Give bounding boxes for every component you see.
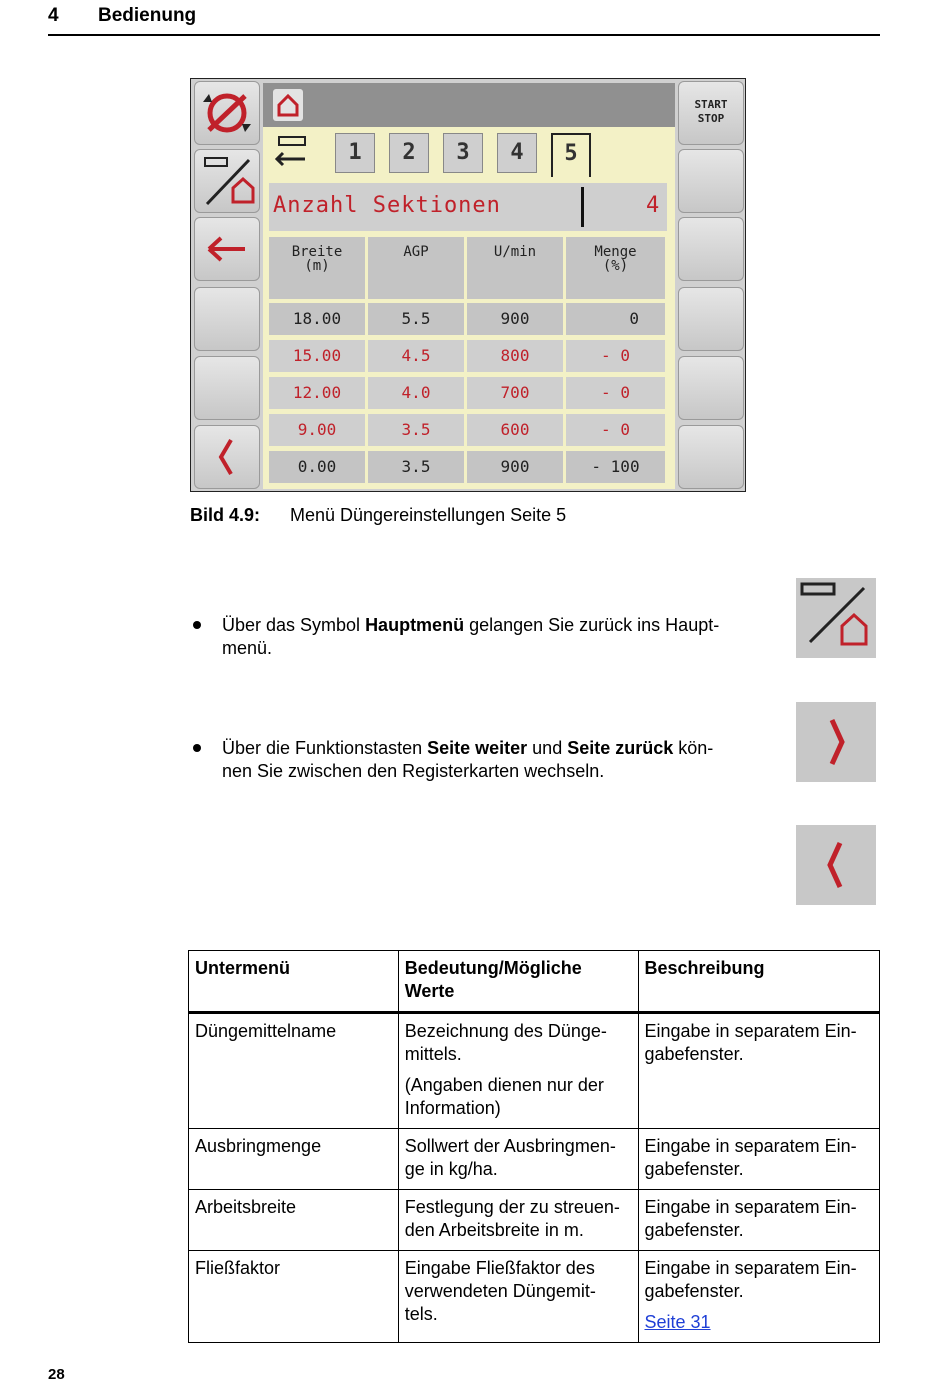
page-back-key[interactable]	[194, 425, 260, 489]
cell-description-text: Eingabe in separatem Ein- gabefenster.	[644, 1258, 857, 1301]
col-header-agp-line1: AGP	[403, 244, 429, 260]
submenu-table	[188, 950, 880, 1343]
row1-agp: 5.5	[368, 303, 464, 335]
page-back-icon	[796, 825, 876, 905]
cell-description	[638, 1251, 880, 1343]
cell-meaning-para: Bezeichnung des Dünge- mittels.	[404, 1021, 607, 1064]
bullet2-bold-term-1: Seite weiter	[427, 738, 528, 758]
spreader-settings-icon	[273, 133, 313, 173]
bullet-dot	[193, 744, 201, 752]
bullet1-text-b: gelangen Sie zurück ins Haupt-	[464, 615, 720, 635]
table-row	[189, 1129, 880, 1190]
figure-label: Bild 4.9:	[190, 505, 261, 525]
row5-umin: 900	[467, 451, 563, 483]
chapter-title: Bedienung	[98, 5, 197, 26]
row3-breite: 12.00	[269, 377, 365, 409]
cell-meaning: Sollwert der Ausbringmen- ge in kg/ha.	[398, 1129, 638, 1190]
sections-field-label: Anzahl Sektionen	[273, 193, 501, 218]
header-rule	[48, 34, 880, 36]
sections-field-value: 4	[646, 193, 660, 218]
row2-agp: 4.5	[368, 340, 464, 372]
cell-meaning: Festlegung der zu streuen- den Arbeitsbreite in m.	[398, 1190, 638, 1251]
cell-meaning	[398, 1013, 638, 1129]
function-key-right-6[interactable]	[678, 425, 744, 489]
back-key[interactable]	[194, 217, 260, 281]
chapter-number: 4	[48, 5, 59, 26]
page-back-icon	[195, 426, 259, 488]
page-back-key-illustration	[796, 825, 876, 905]
tab-5-active[interactable]: 5	[551, 133, 591, 177]
table-header-row	[189, 951, 880, 1013]
stop-label: STOP	[697, 112, 725, 125]
start-stop-key[interactable]	[678, 81, 744, 145]
main-menu-key-illustration	[796, 578, 876, 658]
function-key-right-2[interactable]	[678, 149, 744, 213]
row5-agp: 3.5	[368, 451, 464, 483]
cell-meaning: Eingabe Fließfaktor des verwendeten Düngemit- tels.	[398, 1251, 638, 1343]
col-header-umin	[467, 237, 563, 299]
disc-rotation-key[interactable]	[194, 81, 260, 145]
function-key-left-4[interactable]	[194, 287, 260, 351]
col-header-breite	[269, 237, 365, 299]
table-row	[189, 1013, 880, 1129]
col-header-umin-line1: U/min	[493, 244, 537, 260]
bullet-page-navigation	[222, 737, 762, 783]
page-number: 28	[48, 1366, 65, 1383]
terminal-screen-figure	[190, 78, 746, 492]
cell-submenu: Ausbringmenge	[189, 1129, 399, 1190]
disc-rotation-icon	[195, 82, 259, 144]
row1-breite: 18.00	[269, 303, 365, 335]
tab-3[interactable]: 3	[443, 133, 483, 173]
bullet2-text-b: und	[527, 738, 568, 758]
cell-description: Eingabe in separatem Ein- gabefenster.	[638, 1013, 880, 1129]
bullet-main-menu	[222, 614, 762, 660]
page-forward-icon	[796, 702, 876, 782]
row2-menge: - 0	[566, 340, 665, 372]
col-header-menge-line1: Menge	[594, 244, 637, 260]
row4-umin: 600	[467, 414, 563, 446]
cell-submenu: Düngemittelname	[189, 1013, 399, 1129]
bullet1-text-a: Über das Symbol	[222, 615, 366, 635]
col-header-breite-line2: (m)	[304, 258, 330, 274]
col-header-untermenue: Untermenü	[189, 951, 399, 1013]
bullet1-text-c: menü.	[222, 638, 273, 658]
tab-1[interactable]: 1	[335, 133, 375, 173]
bullet-dot	[193, 621, 201, 629]
field-separator	[581, 187, 584, 227]
row4-agp: 3.5	[368, 414, 464, 446]
tab-4[interactable]: 4	[497, 133, 537, 173]
row1-umin: 900	[467, 303, 563, 335]
cell-submenu: Fließfaktor	[189, 1251, 399, 1343]
screen-top-bar	[263, 83, 675, 127]
main-menu-icon	[195, 150, 259, 212]
table-row	[189, 1190, 880, 1251]
row4-menge: - 0	[566, 414, 665, 446]
bullet2-bold-term-2: Seite zurück	[567, 738, 674, 758]
function-key-right-5[interactable]	[678, 356, 744, 420]
table-row	[189, 1251, 880, 1343]
row3-umin: 700	[467, 377, 563, 409]
row5-breite: 0.00	[269, 451, 365, 483]
house-icon	[271, 87, 305, 123]
page-forward-key-illustration	[796, 702, 876, 782]
col-header-breite-line1: Breite	[291, 244, 343, 260]
row3-agp: 4.0	[368, 377, 464, 409]
row5-menge: - 100	[566, 451, 665, 483]
tab-2[interactable]: 2	[389, 133, 429, 173]
cell-description: Eingabe in separatem Ein- gabefenster.	[638, 1129, 880, 1190]
cell-meaning-para: (Angaben dienen nur der Information)	[404, 1075, 604, 1118]
main-menu-key[interactable]	[194, 149, 260, 213]
bullet2-text-c: kön-	[673, 738, 714, 758]
function-key-right-4[interactable]	[678, 287, 744, 351]
row2-breite: 15.00	[269, 340, 365, 372]
col-header-beschreibung: Beschreibung	[638, 951, 880, 1013]
function-key-left-5[interactable]	[194, 356, 260, 420]
cell-description: Eingabe in separatem Ein- gabefenster.	[638, 1190, 880, 1251]
col-header-bedeutung: Bedeutung/Mögliche Werte	[398, 951, 638, 1013]
cell-submenu: Arbeitsbreite	[189, 1190, 399, 1251]
function-key-right-3[interactable]	[678, 217, 744, 281]
row3-menge: - 0	[566, 377, 665, 409]
start-label: START	[694, 98, 728, 111]
col-header-menge-line2: (%)	[602, 258, 629, 274]
col-header-menge	[566, 237, 665, 299]
back-arrow-icon	[195, 218, 259, 280]
bullet1-bold-term: Hauptmenü	[365, 615, 465, 635]
figure-caption: Menü Düngereinstellungen Seite 5	[290, 505, 567, 525]
row1-menge: 0	[566, 303, 665, 335]
bullet2-text-d: nen Sie zwischen den Registerkarten wechseln.	[222, 761, 605, 781]
bullet2-text-a: Über die Funktionstasten	[222, 738, 428, 758]
row2-umin: 800	[467, 340, 563, 372]
main-menu-icon	[796, 578, 876, 658]
col-header-agp	[368, 237, 464, 299]
page-reference-link[interactable]: Seite 31	[644, 1312, 711, 1332]
row4-breite: 9.00	[269, 414, 365, 446]
start-stop-icon	[689, 98, 733, 126]
